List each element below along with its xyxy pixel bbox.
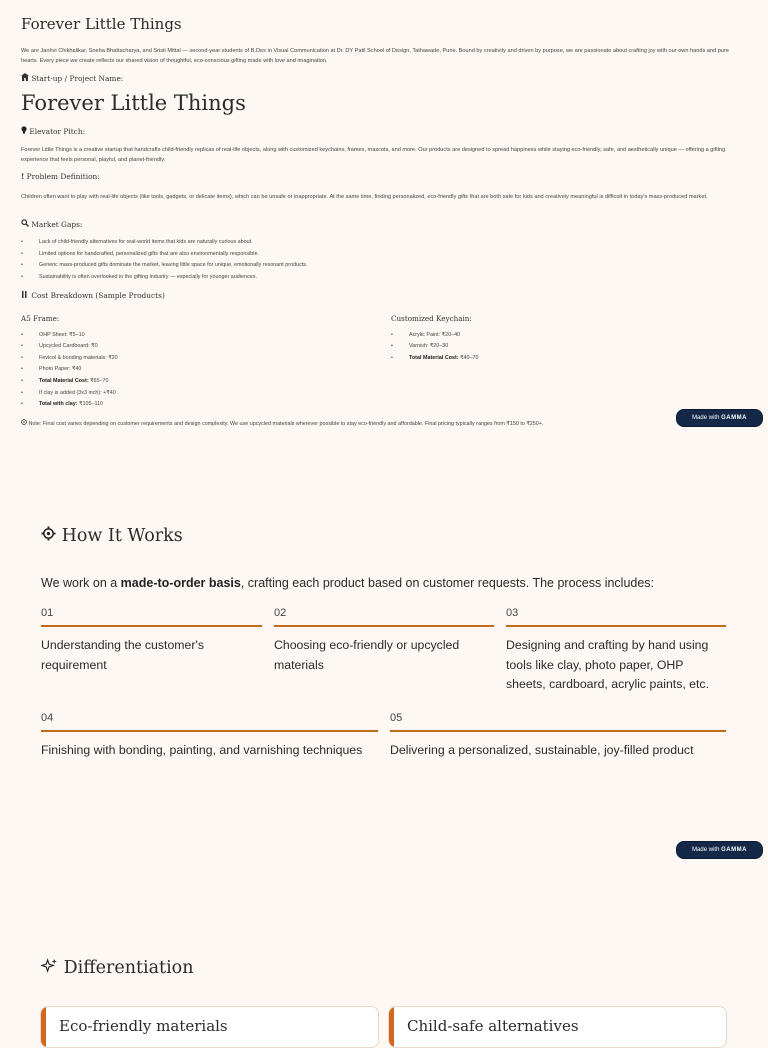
problem-label-row — [21, 172, 100, 181]
made-with-gamma-badge[interactable]: Made with GAMMA — [676, 409, 763, 427]
list-item: • Limited options for handcrafted, personalized gifts that are also environmentally responsible. — [21, 251, 259, 257]
problem-label: Problem Definition: — [26, 172, 100, 181]
intro-paragraph: We are Janhvi Chikhalikar, Sneha Bhattacharya, and Sristi Mittal — second-year students of B.Des in Visual Communication at Dr. DY Patil School of Design, Tathawade, Pune. Bound by creativity and driven by purpose, we are passionate about crafting joy with our own hands and pure hearts. Every piece we create reflects our shared vision of thoughtful, eco-conscious gifting made with love and imagination. — [21, 48, 729, 64]
list-item: • OHP Sheet: ₹5–10 — [21, 332, 85, 338]
how-it-works-title: How It Works — [41, 526, 183, 546]
gear-icon — [41, 526, 56, 546]
magnifier-icon — [21, 219, 29, 229]
problem-text: Children often want to play with real-life objects (like tools, gadgets, or delicate items), which can be unsafe or inappropriate. At the same time, finding personalized, eco-friendly gifts that are both safe for kids and creatively meaningful is difficult in today's mass-produced market. — [21, 194, 708, 200]
list-item: • Total Material Cost: ₹40–70 — [391, 355, 479, 361]
cost-label-row — [21, 290, 165, 300]
list-item: • Upcycled Cardboard: ₹0 — [21, 343, 98, 349]
step-02: 02 Choosing eco-friendly or upcycled materials — [274, 607, 494, 675]
list-item: • Sustainability is often overlooked in the gifting industry — especially for younger audiences. — [21, 274, 257, 280]
exclamation-icon: ! — [21, 172, 25, 181]
startup-name: Forever Little Things — [21, 91, 246, 115]
step-04: 04 Finishing with bonding, painting, and varnishing techniques — [41, 712, 378, 761]
list-item: • Photo Paper: ₹40 — [21, 366, 82, 372]
list-item: • If clay is added (3x3 inch): +₹40 — [21, 390, 116, 396]
differentiation-title: Differentiation — [41, 958, 194, 978]
slide-overview — [0, 0, 768, 432]
gaps-label: Market Gaps: — [31, 220, 83, 229]
startup-label-row — [21, 73, 123, 83]
differentiation-card: Eco-friendly materials — [40, 1006, 379, 1048]
bar-chart-icon — [21, 290, 29, 300]
list-item: • Generic mass-produced gifts dominate the market, leaving little space for unique, emotionally resonant products. — [21, 262, 308, 268]
keychain-heading: Customized Keychain: — [391, 314, 472, 323]
made-with-gamma-badge[interactable]: Made with GAMMA — [676, 841, 763, 859]
step-03: 03 Designing and crafting by hand using tools like clay, photo paper, OHP sheets, cardboard, acrylic paints, etc. — [506, 607, 726, 695]
bulb-icon — [21, 126, 27, 136]
cost-note: Note: Final cost varies depending on customer requirements and design complexity. We use upcycled materials wherever possible to stay eco-friendly and affordable. Final pricing typically ranges from ₹150 to ₹250+. — [21, 419, 543, 427]
slide-title: Forever Little Things — [21, 15, 182, 33]
how-intro: We work on a made-to-order basis, crafting each product based on customer requests. The process includes: — [41, 576, 655, 590]
sparkles-icon — [41, 958, 58, 978]
step-05: 05 Delivering a personalized, sustainable, joy-filled product — [390, 712, 726, 761]
list-item: • Varnish: ₹20–30 — [391, 343, 449, 349]
list-item: • Lack of child-friendly alternatives for real-world items that kids are naturally curious about. — [21, 239, 253, 245]
pitch-text: Forever Little Things is a creative startup that handcrafts child-friendly replicas of real-life objects, along with customized keychains, frames, mascots, and more. Our products are designed to spread happiness while staying eco-friendly, safe, and aesthetically unique — offering a gifting experience that feels personal, playful, and planet-friendly. — [21, 147, 726, 163]
list-item: • Total with clay: ₹105–110 — [21, 401, 104, 407]
startup-icon — [21, 73, 29, 83]
startup-label: Start-up / Project Name: — [31, 74, 124, 83]
differentiation-card: Child-safe alternatives — [388, 1006, 727, 1048]
step-01: 01 Understanding the customer's requirement — [41, 607, 262, 675]
list-item: • Fevicol & bonding materials: ₹20 — [21, 355, 118, 361]
a5-frame-heading: A5 Frame: — [21, 314, 60, 323]
pitch-label: Elevator Pitch: — [29, 127, 86, 136]
gaps-label-row — [21, 219, 82, 229]
pitch-label-row — [21, 126, 85, 136]
list-item: • Acrylic Paint: ₹20–40 — [391, 332, 461, 338]
info-icon — [21, 419, 27, 427]
cost-label: Cost Breakdown (Sample Products) — [31, 291, 165, 300]
list-item: • Total Material Cost: ₹65–70 — [21, 378, 109, 384]
